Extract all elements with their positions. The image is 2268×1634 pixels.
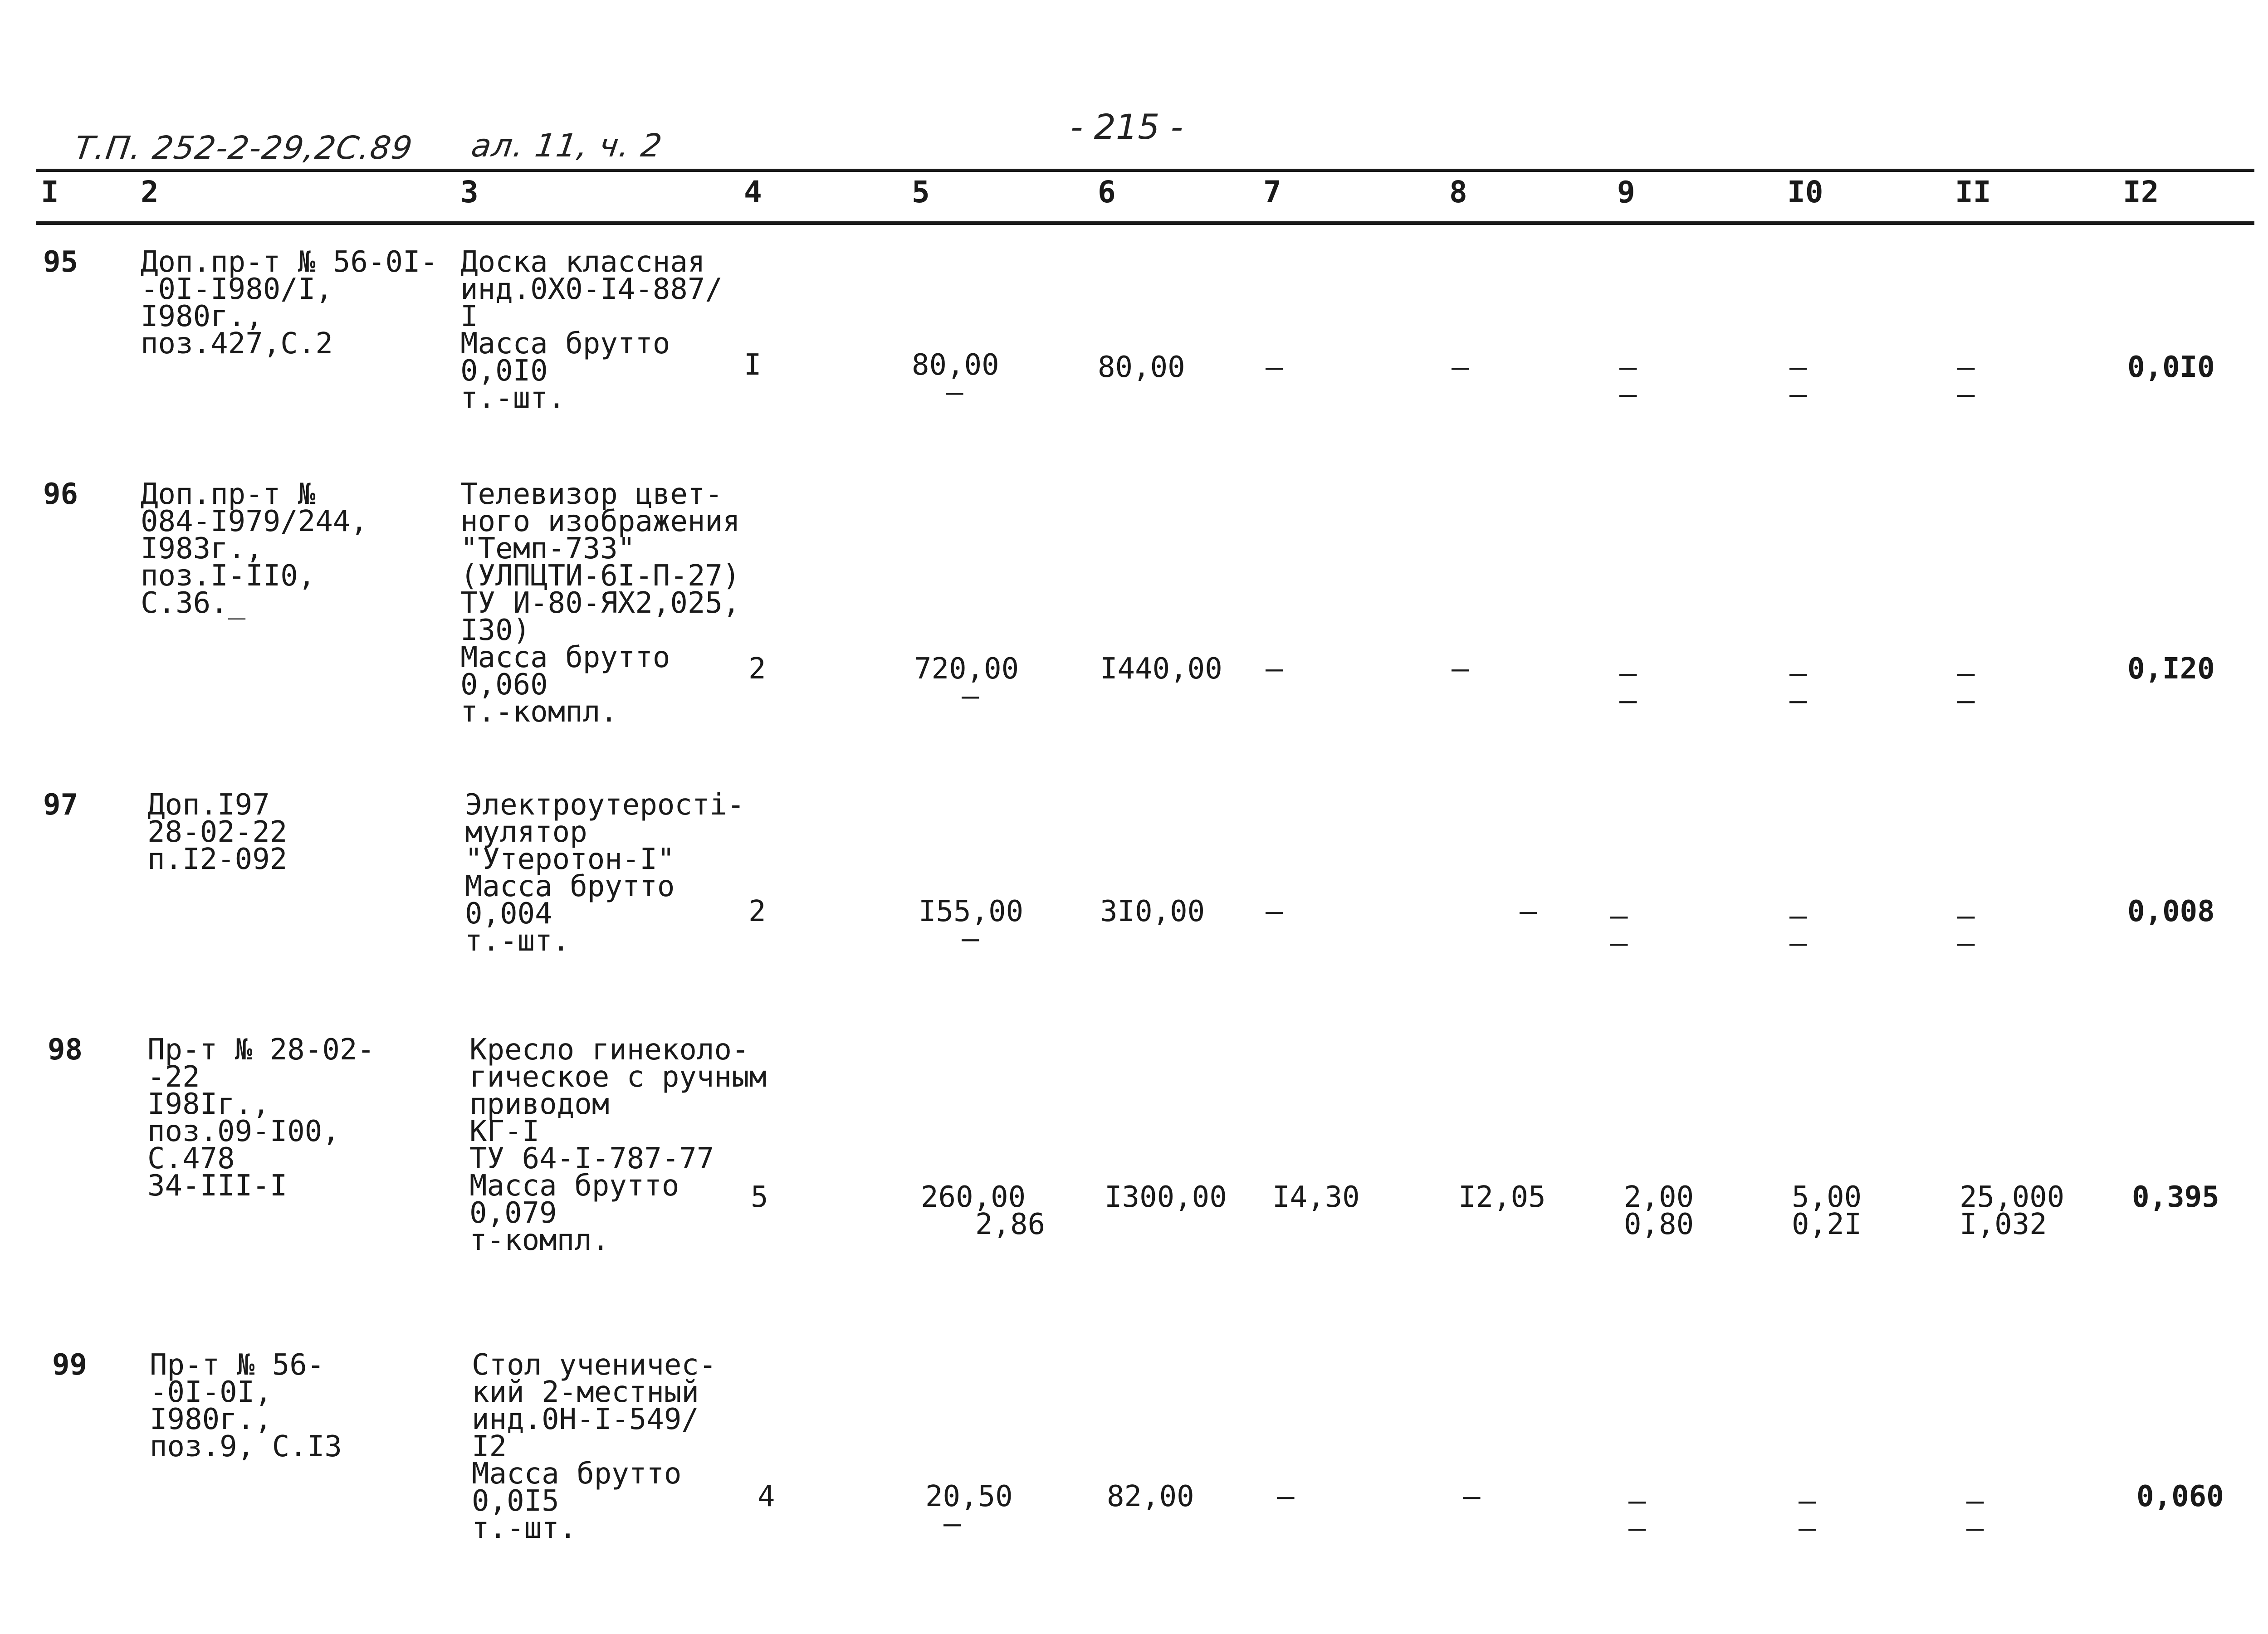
row-col9: – – <box>1619 657 1637 717</box>
row-unit-price: 80,00 <box>912 348 999 382</box>
row-document-ref: Пр-т № 28-02- -22 I98Iг., поз.09-I00, С.478 34-III-I <box>147 1033 375 1203</box>
row-quantity: 5 <box>751 1180 768 1214</box>
column-header-4: 4 <box>744 175 762 210</box>
column-header-9: 9 <box>1617 175 1635 210</box>
row-quantity: 4 <box>758 1480 775 1513</box>
row-quantity: 2 <box>748 895 766 928</box>
row-number: 96 <box>43 478 78 511</box>
row-col8: – <box>1463 1480 1481 1513</box>
row-mass-total: 0,008 <box>2127 895 2215 928</box>
row-col8: – <box>1452 652 1469 686</box>
row-col11: – – <box>1957 899 1975 960</box>
row-document-ref: Доп.пр-т № 56-0I- -0I-I980/I, I980г., поз.427,С.2 <box>141 245 438 361</box>
row-col7: – <box>1266 895 1283 928</box>
row-col8: I2,05 <box>1458 1180 1546 1214</box>
album-reference: ал. 11, ч. 2 <box>469 127 665 164</box>
column-header-1: I <box>41 175 59 210</box>
row-col9: – – <box>1619 351 1637 411</box>
row-number: 99 <box>52 1348 88 1382</box>
column-header-2: 2 <box>141 175 159 210</box>
row-col11: – – <box>1966 1484 1984 1545</box>
row-document-ref: Доп.I97 28-02-22 п.I2-092 <box>147 788 288 876</box>
row-col7: – <box>1266 351 1283 384</box>
row-number: 97 <box>43 788 78 822</box>
row-unit-price-sub: – <box>943 1507 961 1541</box>
row-number: 98 <box>48 1033 83 1067</box>
row-unit-price-sub: 2,86 <box>975 1208 1046 1241</box>
row-mass-total: 0,0I0 <box>2127 351 2215 384</box>
column-header-12: I2 <box>2123 175 2159 210</box>
column-header-6: 6 <box>1098 175 1116 210</box>
row-total-cost: I300,00 <box>1105 1180 1227 1214</box>
row-unit-price: 20,50 <box>925 1480 1013 1513</box>
column-header-11: II <box>1955 175 1991 210</box>
column-header-8: 8 <box>1449 175 1467 210</box>
row-col11: – – <box>1957 657 1975 717</box>
row-mass-total: 0,060 <box>2136 1480 2224 1513</box>
row-item-name: Доска классная инд.0Х0-I4-887/ I Масса брутто 0,0I0 т.-шт. <box>460 245 723 415</box>
column-header-3: 3 <box>460 175 479 210</box>
page-number: - 215 - <box>1070 107 1183 147</box>
row-col11: – – <box>1957 351 1975 411</box>
row-col11: 25,000 I,032 <box>1960 1180 2065 1241</box>
row-col7: – <box>1266 652 1283 686</box>
row-item-name: Электроутеростi- мулятор "Утеротон-I" Масса брутто 0,004 т.-шт. <box>465 788 745 958</box>
row-number: 95 <box>43 245 78 279</box>
column-header-5: 5 <box>912 175 930 210</box>
row-item-name: Кресло гинеколо- гическое с ручным приводом КГ-I ТУ 64-I-787-77 Масса брутто 0,079 т-компл. <box>469 1033 767 1257</box>
row-col10: – – <box>1789 899 1807 960</box>
row-col10: 5,00 0,2I <box>1792 1180 1862 1241</box>
row-col8: – <box>1520 895 1537 928</box>
row-col7: – <box>1277 1480 1295 1513</box>
row-col10: – – <box>1799 1484 1816 1545</box>
row-mass-total: 0,395 <box>2132 1180 2219 1214</box>
row-total-cost: 80,00 <box>1098 351 1185 384</box>
row-col10: – – <box>1789 351 1807 411</box>
row-quantity: I <box>744 348 762 382</box>
row-mass-total: 0,I20 <box>2127 652 2215 686</box>
row-document-ref: Пр-т № 56- -0I-0I, I980г., поз.9, С.I3 <box>150 1348 342 1463</box>
row-col9: – – <box>1610 899 1628 960</box>
row-quantity: 2 <box>748 652 766 686</box>
column-header-10: I0 <box>1787 175 1823 210</box>
row-total-cost: 82,00 <box>1107 1480 1194 1513</box>
row-unit-price: 260,00 <box>921 1180 1026 1214</box>
row-col10: – – <box>1789 657 1807 717</box>
row-item-name: Телевизор цвет- ного изображения "Темп-733" (УЛПЦТИ-6I-П-27) ТУ И-80-ЯХ2,025, I30) Масса брутто 0,060 т.-компл. <box>460 478 740 729</box>
table-header-bottom-rule <box>36 221 2254 225</box>
row-total-cost: I440,00 <box>1100 652 1222 686</box>
row-col8: – <box>1452 351 1469 384</box>
table-top-rule <box>36 169 2254 172</box>
row-unit-price-sub: – <box>946 376 963 409</box>
column-header-7: 7 <box>1263 175 1281 210</box>
row-unit-price: 720,00 <box>914 652 1019 686</box>
row-unit-price: I55,00 <box>919 895 1024 928</box>
row-item-name: Стол ученичес- кий 2-местный инд.0Н-I-549/ I2 Масса брутто 0,0I5 т.-шт. <box>472 1348 717 1545</box>
row-col9: 2,00 0,80 <box>1624 1180 1694 1241</box>
document-code: Т.П. 252-2-29,2С.89 <box>72 129 415 166</box>
row-unit-price-sub: – <box>962 679 979 713</box>
row-col9: – – <box>1628 1484 1646 1545</box>
row-document-ref: Доп.пр-т № 084-I979/244, I983г., поз.I-II0, С.36._ <box>141 478 368 620</box>
row-unit-price-sub: – <box>962 922 979 956</box>
row-total-cost: 3I0,00 <box>1100 895 1205 928</box>
row-col7: I4,30 <box>1272 1180 1360 1214</box>
